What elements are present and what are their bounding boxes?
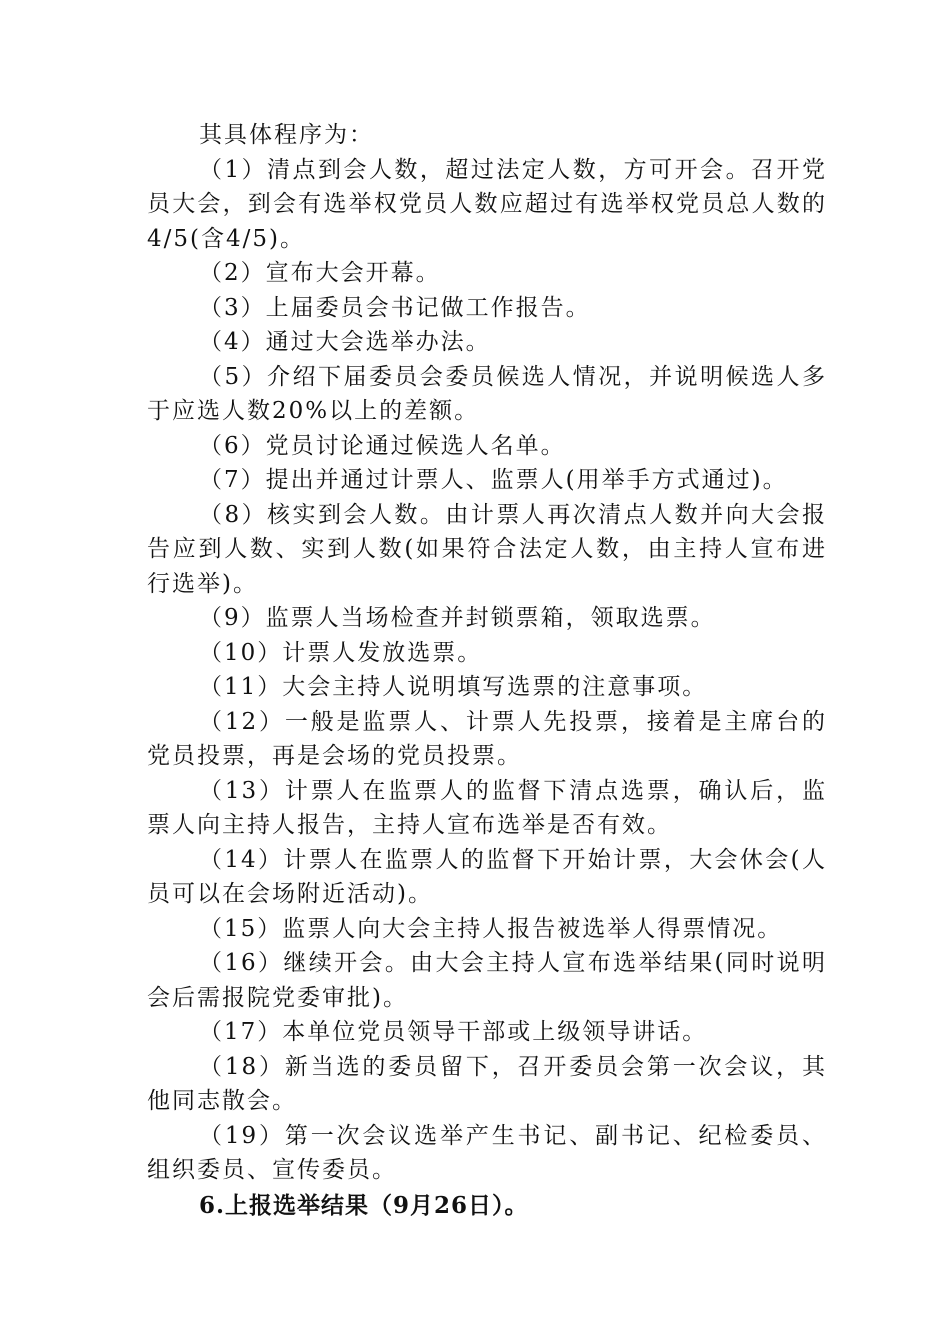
- step-5-paragraph: （5）介绍下届委员会委员候选人情况，并说明候选人多于应选人数20%以上的差额。: [147, 363, 827, 424]
- step-9-paragraph: （9）监票人当场检查并封锁票箱，领取选票。: [199, 605, 716, 631]
- step-14-paragraph: （14）计票人在监票人的监督下开始计票，大会休会(人员可以在会场附近活动)。: [147, 846, 827, 907]
- step-19-paragraph: （19）第一次会议选举产生书记、副书记、纪检委员、组织委员、宣传委员。: [147, 1122, 827, 1183]
- step-12-paragraph: （12）一般是监票人、计票人先投票，接着是主席台的党员投票，再是会场的党员投票。: [147, 708, 827, 769]
- step-11-paragraph: （11）大会主持人说明填写选票的注意事项。: [199, 674, 708, 700]
- step-1-paragraph: （1）清点到会人数，超过法定人数，方可开会。召开党员大会，到会有选举权党员人数应超过有选举权党员总人数的4/5(含4/5)。: [147, 156, 827, 252]
- step-8-paragraph: （8）核实到会人数。由计票人再次清点人数并向大会报告应到人数、实到人数(如果符合法定人数，由主持人宣布进行选举)。: [147, 501, 827, 597]
- step-10-paragraph: （10）计票人发放选票。: [199, 639, 483, 666]
- step-7-paragraph: （7）提出并通过计票人、监票人(用举手方式通过)。: [199, 467, 788, 493]
- document-body: [147, 118, 827, 1223]
- step-18-paragraph: （18）新当选的委员留下，召开委员会第一次会议，其他同志散会。: [147, 1053, 827, 1114]
- step-3-paragraph: （3）上届委员会书记做工作报告。: [199, 294, 591, 321]
- step-13-paragraph: （13）计票人在监票人的监督下清点选票，确认后，监票人向主持人报告，主持人宣布选举是否有效。: [147, 777, 827, 838]
- step-15-paragraph: （15）监票人向大会主持人报告被选举人得票情况。: [199, 915, 783, 942]
- section-heading: 6.上报选举结果（9月26日）。: [199, 1191, 529, 1219]
- step-4-paragraph: （4）通过大会选举办法。: [199, 329, 491, 355]
- step-6-paragraph: （6）党员讨论通过候选人名单。: [199, 432, 566, 459]
- intro-paragraph: 其具体程序为：: [199, 122, 374, 148]
- step-16-paragraph: （16）继续开会。由大会主持人宣布选举结果(同时说明会后需报院党委审批)。: [147, 950, 827, 1011]
- step-2-paragraph: （2）宣布大会开幕。: [199, 260, 441, 286]
- step-17-paragraph: （17）本单位党员领导干部或上级领导讲话。: [199, 1019, 708, 1045]
